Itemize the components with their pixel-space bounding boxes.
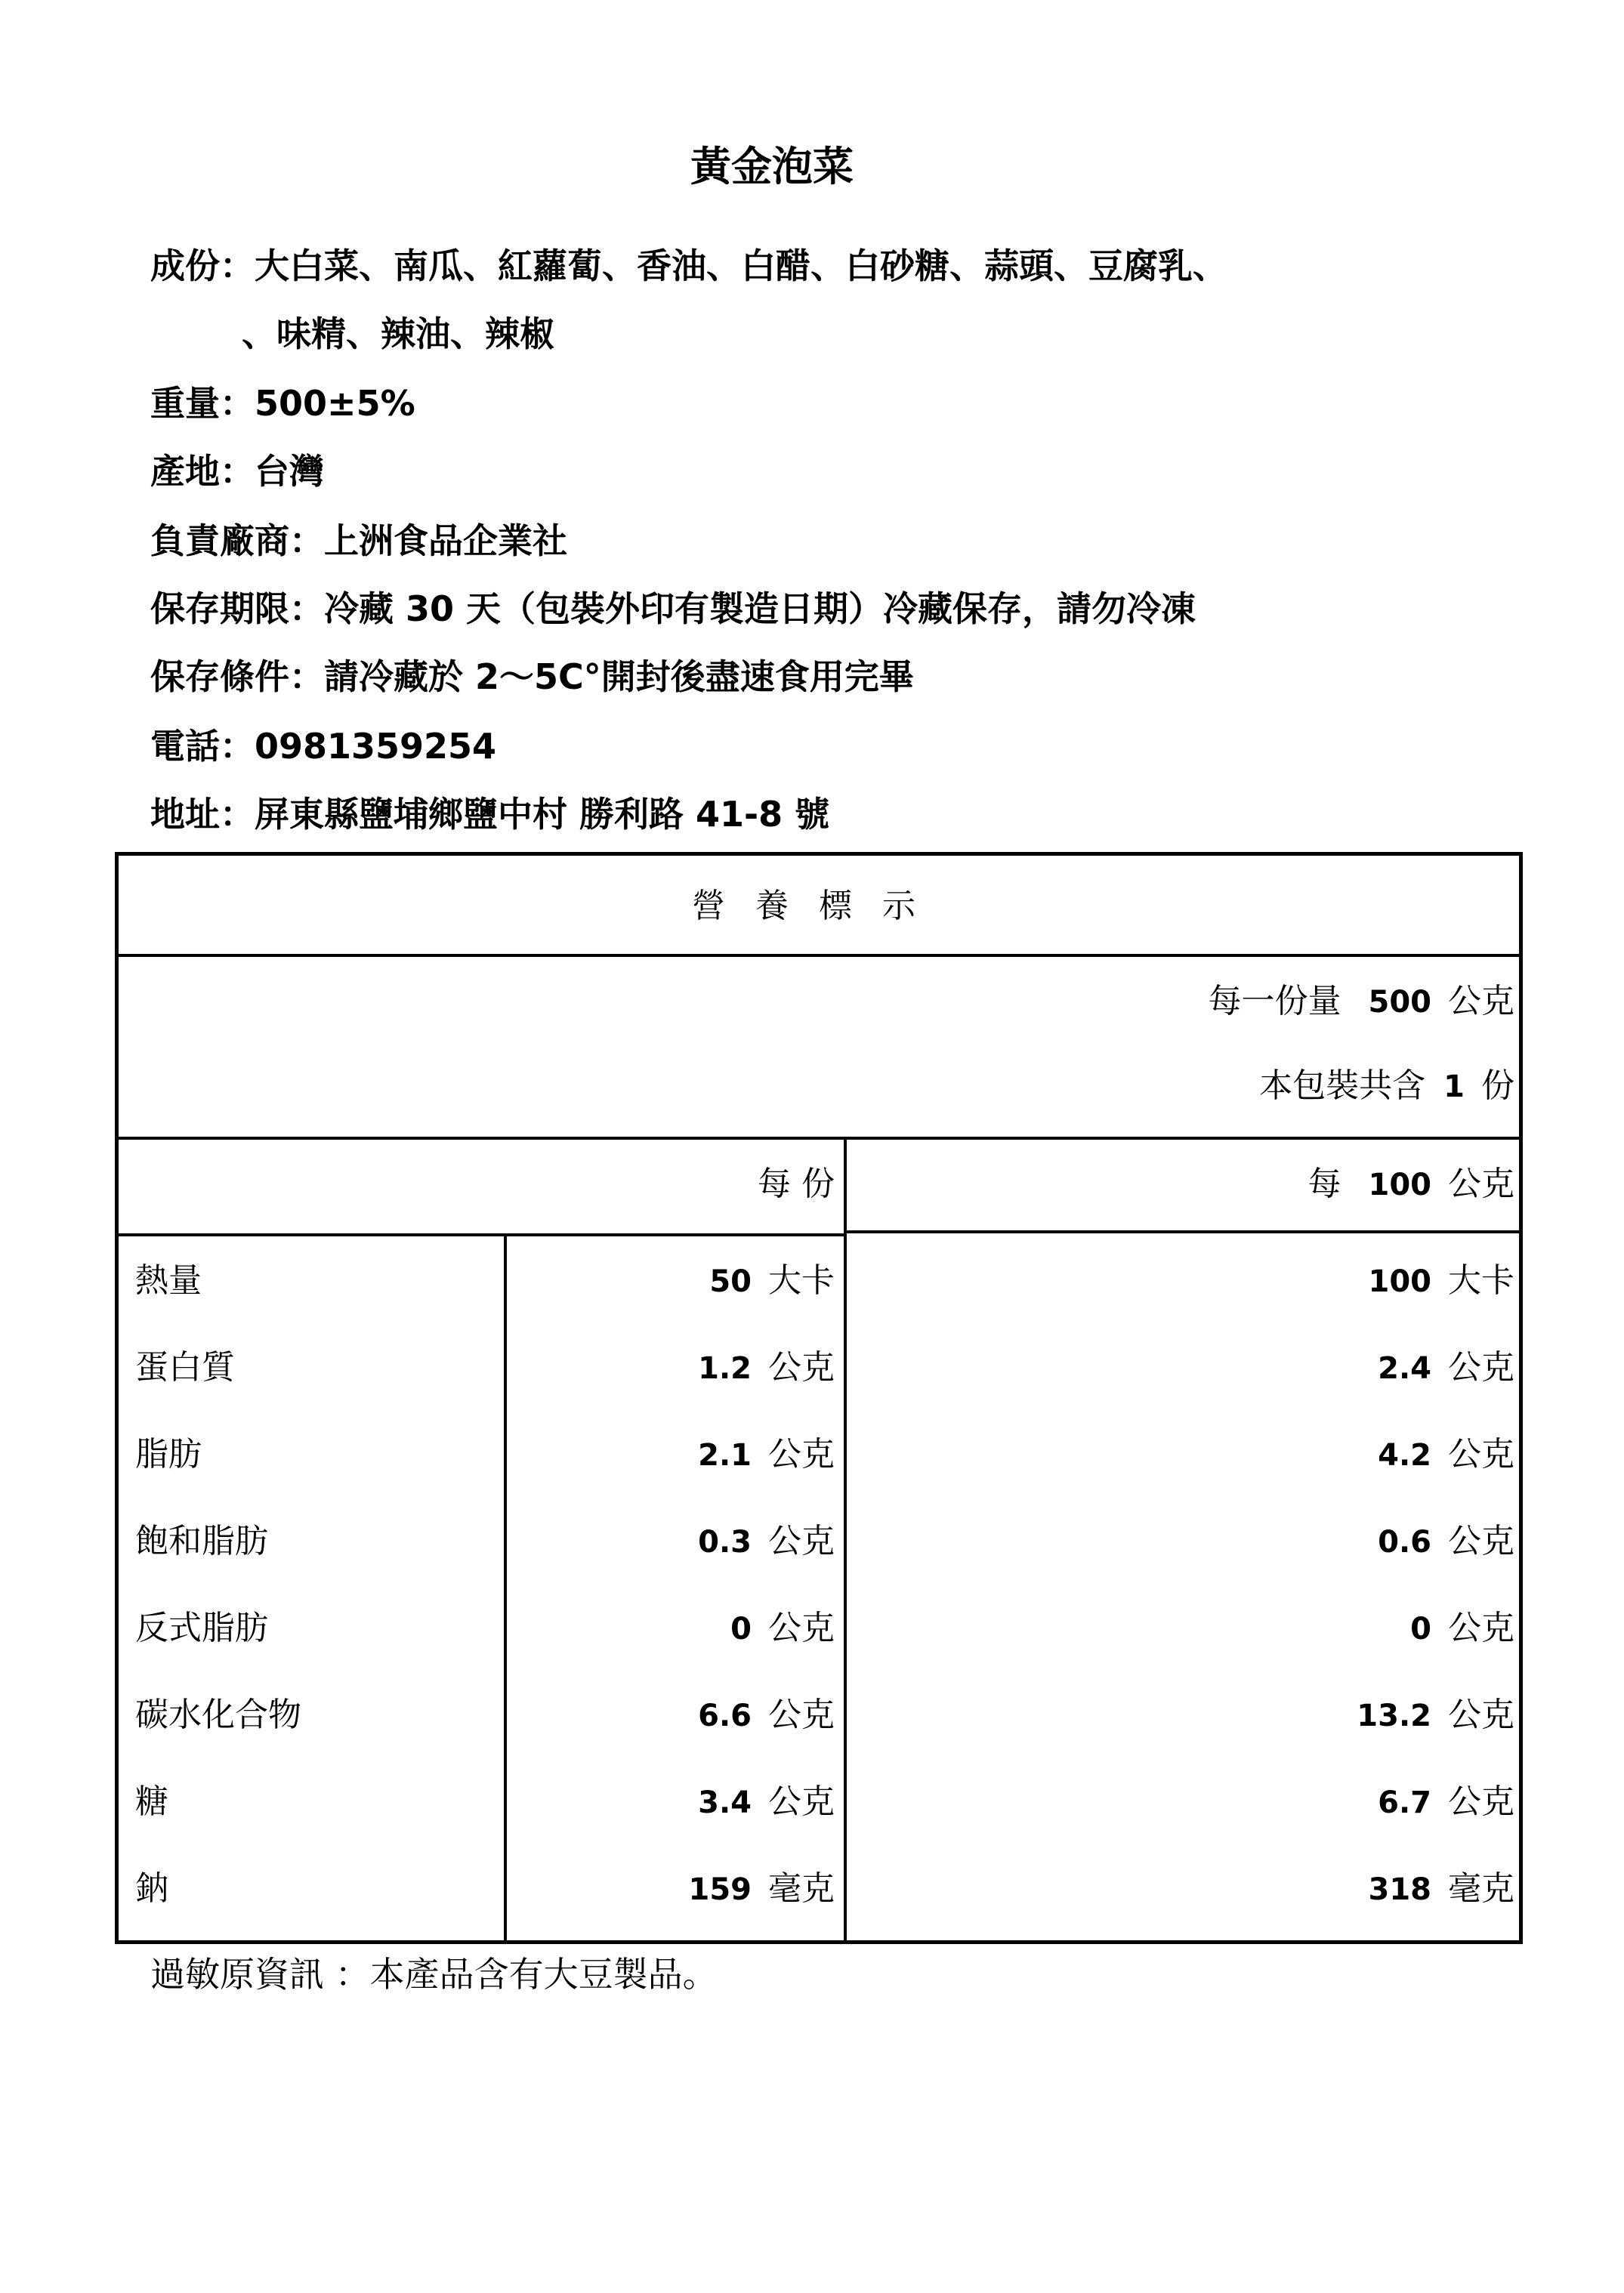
- phone-line: 電話：0981359254: [150, 726, 497, 767]
- per-serving-unit: 大卡: [768, 1261, 835, 1300]
- row-name: 蛋白質: [135, 1348, 235, 1387]
- row-name: 脂肪: [135, 1435, 202, 1474]
- col-per-serving: 每 份: [758, 1165, 835, 1203]
- per-100g-number: 6.7: [1378, 1785, 1431, 1820]
- origin-line: 產地：台灣: [150, 451, 324, 492]
- per-100g-value: [1378, 1427, 1514, 1475]
- per-100g-value: [1369, 1253, 1515, 1301]
- per-100g-unit: 公克: [1448, 1522, 1514, 1560]
- per-serving-value: [698, 1340, 835, 1388]
- per-serving-unit: 公克: [768, 1696, 835, 1734]
- table-divider: [847, 1230, 1519, 1233]
- per-100g-number: 2.4: [1378, 1351, 1431, 1386]
- row-name: 碳水化合物: [135, 1696, 301, 1734]
- per-100g-value: [1410, 1600, 1514, 1649]
- per-serving-number: 0: [730, 1612, 752, 1646]
- serving-size-label: 每一份量: [1208, 982, 1341, 1020]
- serving-size-value: 500: [1368, 985, 1431, 1020]
- col-per-100g-label: 每: [1308, 1165, 1341, 1203]
- row-name: 飽和脂肪: [135, 1522, 268, 1560]
- col-per-100g-unit: 公克: [1448, 1165, 1514, 1203]
- ingredients-line-2: 、味精、辣油、辣椒: [242, 313, 554, 354]
- table-divider: [119, 1233, 844, 1236]
- column-divider: [504, 1233, 507, 1940]
- servings-value: 1: [1443, 1069, 1465, 1104]
- per-serving-value: [730, 1600, 835, 1649]
- servings-label: 本包裝共含: [1259, 1066, 1426, 1105]
- address-line: 地址：屏東縣鹽埔鄉鹽中村 勝利路 41-8 號: [150, 794, 830, 835]
- per-100g-number: 4.2: [1378, 1438, 1431, 1473]
- per-100g-value: [1378, 1514, 1514, 1562]
- per-serving-number: 2.1: [698, 1438, 752, 1473]
- per-serving-unit: 毫克: [768, 1869, 835, 1908]
- per-serving-number: 50: [709, 1264, 752, 1299]
- ingredients-line-1: 成份：大白菜、南瓜、紅蘿蔔、香油、白醋、白砂糖、蒜頭、豆腐乳、: [150, 245, 1227, 286]
- per-100g-number: 13.2: [1357, 1699, 1431, 1733]
- nutrition-header: 營養標示: [692, 887, 946, 925]
- per-serving-unit: 公克: [768, 1609, 835, 1647]
- manufacturer-line: 負責廠商：上洲食品企業社: [150, 520, 567, 561]
- per-100g-value: [1357, 1687, 1514, 1736]
- per-serving-number: 159: [688, 1872, 752, 1907]
- serving-size-unit: 公克: [1448, 982, 1514, 1020]
- per-serving-number: 0.3: [698, 1525, 752, 1560]
- table-divider: [119, 1137, 1519, 1140]
- weight-line: 重量：500±5%: [150, 383, 415, 424]
- per-serving-unit: 公克: [768, 1435, 835, 1474]
- row-name: 鈉: [135, 1869, 168, 1908]
- per-serving-number: 6.6: [698, 1699, 752, 1733]
- per-serving-number: 3.4: [698, 1785, 752, 1820]
- per-100g-value: [1378, 1340, 1514, 1388]
- storage-line: 保存條件：請冷藏於 2～5C°開封後盡速食用完畢: [150, 656, 914, 697]
- per-100g-unit: 公克: [1448, 1435, 1514, 1474]
- per-100g-number: 318: [1368, 1872, 1431, 1907]
- per-serving-value: [698, 1687, 835, 1736]
- row-name: 熱量: [135, 1261, 202, 1300]
- column-divider: [844, 1137, 847, 1940]
- per-serving-value: [698, 1514, 835, 1562]
- per-serving-unit: 公克: [768, 1522, 835, 1560]
- col-per-100g: [1308, 1156, 1515, 1205]
- per-100g-number: 0.6: [1378, 1525, 1431, 1560]
- per-serving-value: [698, 1427, 835, 1475]
- page-title: 黃金泡菜: [690, 143, 854, 190]
- col-per-100g-value: 100: [1368, 1168, 1431, 1202]
- per-serving-value: [698, 1774, 835, 1822]
- per-100g-value: [1378, 1774, 1514, 1822]
- serving-size: [1209, 974, 1515, 1022]
- per-100g-unit: 公克: [1448, 1696, 1514, 1734]
- per-100g-unit: 公克: [1448, 1609, 1514, 1647]
- row-name: 反式脂肪: [135, 1609, 268, 1647]
- allergen-info: 過敏原資訊 ：本產品含有大豆製品。: [150, 1954, 718, 1995]
- per-serving-number: 1.2: [698, 1351, 752, 1386]
- per-100g-number: 0: [1410, 1612, 1431, 1646]
- nutrition-table: [115, 852, 1523, 1944]
- per-100g-unit: 毫克: [1448, 1869, 1514, 1908]
- per-serving-unit: 公克: [768, 1348, 835, 1387]
- per-serving-value: [709, 1253, 835, 1301]
- per-serving-unit: 公克: [768, 1782, 835, 1821]
- per-100g-number: 100: [1368, 1264, 1431, 1299]
- servings-unit: 份: [1481, 1066, 1514, 1105]
- shelf-life-line: 保存期限：冷藏 30 天（包裝外印有製造日期）冷藏保存，請勿冷凍: [150, 588, 1196, 629]
- servings-per-package: [1259, 1058, 1514, 1106]
- per-100g-unit: 公克: [1448, 1348, 1514, 1387]
- per-serving-value: [689, 1861, 835, 1909]
- per-100g-value: [1369, 1861, 1515, 1909]
- per-100g-unit: 大卡: [1448, 1261, 1514, 1300]
- row-name: 糖: [135, 1782, 168, 1821]
- table-divider: [119, 954, 1519, 957]
- per-100g-unit: 公克: [1448, 1782, 1514, 1821]
